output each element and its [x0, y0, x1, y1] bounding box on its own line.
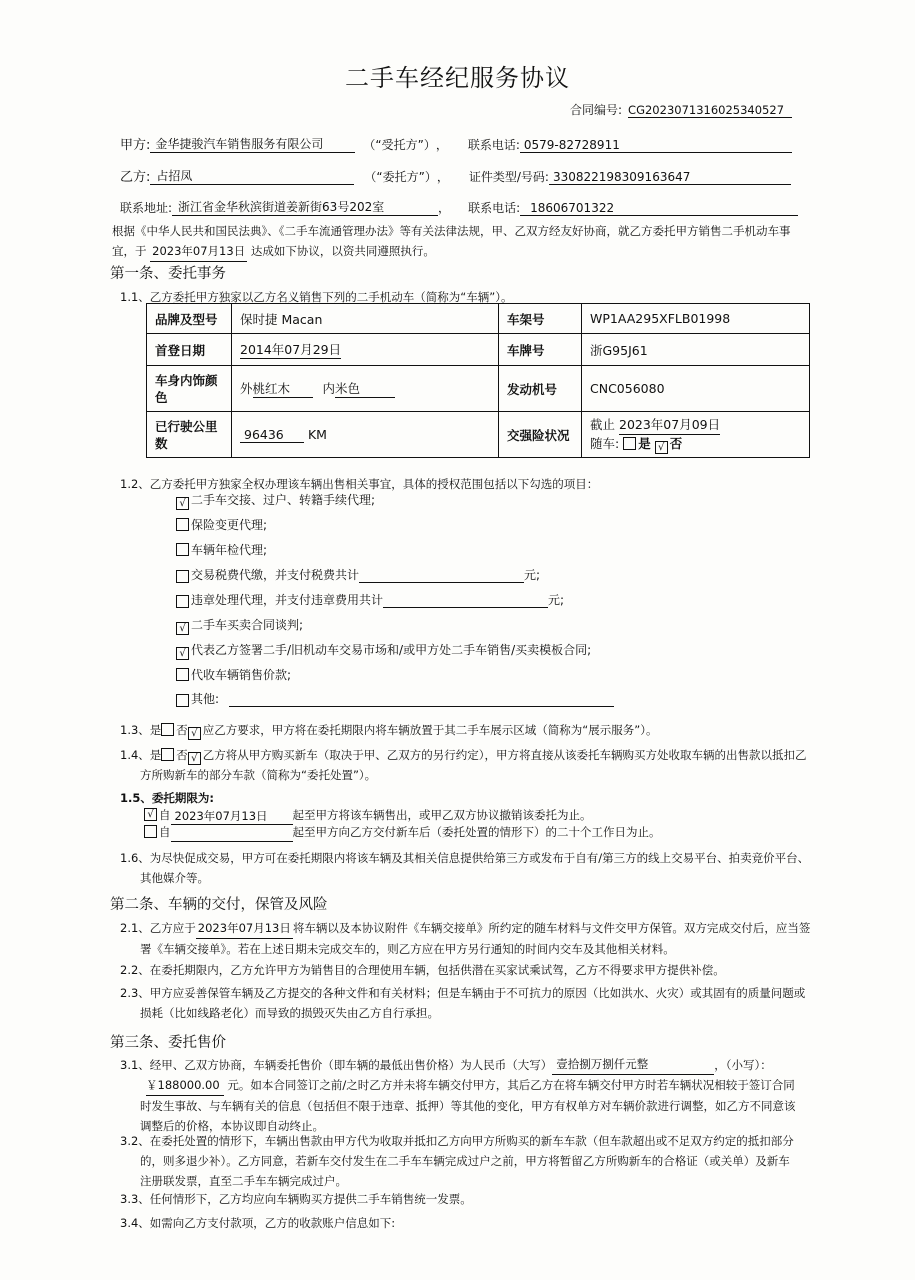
- option-0-text: 二手车交接、过户、转籍手续代理;: [191, 493, 376, 507]
- party-b-label: 乙方:: [120, 170, 151, 185]
- clause-1-5-opt2: [144, 822, 661, 842]
- clause-3-3: 3.3、任何情形下，乙方均应向车辆购买方提供二手车销售统一发票。: [120, 1192, 472, 1206]
- party-a-phone-label: 联系电话:: [467, 138, 520, 152]
- option-1-checkbox[interactable]: [176, 518, 189, 531]
- clause-2-1-c: 署《车辆交接单》。若在上述日期未完成交车的，则乙方应在甲方另行通知的时间内交车及其他相关材料。: [140, 942, 675, 956]
- km-label: 已行驶公里数: [147, 412, 232, 458]
- option-3-amount-field[interactable]: [359, 570, 524, 583]
- plate-label: 车牌号: [499, 334, 582, 366]
- reg-date-cell: [232, 334, 499, 366]
- term-opt2-text: 起至甲方向乙方交付新车后（委托处置的情形下）的二十个工作日为止。: [292, 825, 661, 839]
- term-opt1-checkbox[interactable]: √: [144, 808, 157, 821]
- term-opt2-from: 自: [159, 825, 171, 839]
- option-3-checkbox[interactable]: [176, 570, 189, 583]
- table-row: [147, 334, 810, 366]
- table-row: [147, 412, 810, 458]
- option-6: [176, 641, 591, 660]
- option-2: [176, 541, 267, 558]
- address-comma: ，: [438, 201, 451, 215]
- option-3-text: 交易税费代缴，并支付税费共计: [191, 568, 360, 582]
- party-b-name: 占招凤: [150, 167, 354, 185]
- party-b-line: [120, 166, 810, 185]
- option-8-checkbox[interactable]: [176, 694, 189, 707]
- preamble: [112, 221, 812, 262]
- clause-3-1-d: 时发生事故、与车辆有关的信息（包括但不限于违章、抵押）等其他的变化，甲方有权单方对车辆价款进行调整，如乙方不同意该: [140, 1099, 796, 1113]
- km-unit: KM: [307, 426, 327, 442]
- reg-date-value: 2014年07月29日: [240, 342, 342, 357]
- party-a-label: 甲方:: [120, 138, 151, 153]
- party-a-phone: 0579-82728911: [520, 138, 792, 153]
- party-a-name: 金华捷骏汽车销售服务有限公司: [150, 135, 355, 153]
- clause-1-2: 1.2、乙方委托甲方独家全权办理该车辆出售相关事宜，具体的授权范围包括以下勾选的项目：: [120, 477, 599, 491]
- clause-3-4: 3.4、如需向乙方支付款项，乙方的收款账户信息如下:: [120, 1216, 396, 1230]
- clause-2-3-line1: 2.3、甲方应妥善保管车辆及乙方提交的各种文件和有关材料；但是车辆由于不可抗力的原因（比如洪水、火灾）或其固有的质量问题或: [120, 986, 806, 1000]
- address-phone-label: 联系电话:: [468, 201, 521, 215]
- option-0-checkbox[interactable]: √: [176, 497, 189, 510]
- clause-3-2-line2: 的，则多退少补）。乙方同意，若新车交付发生在二手车车辆完成过户之前，甲方将暂留乙方所购新车的合格证（或关单）及新车: [140, 1154, 790, 1168]
- vin-label: 车架号: [499, 304, 582, 334]
- clause-3-1: [120, 1054, 820, 1136]
- clause-1-3-no: 否: [176, 723, 188, 737]
- document-title: 二手车经纪服务协议: [345, 64, 570, 92]
- engine-value: CNC056080: [582, 366, 810, 412]
- color-label: 车身内饰颜色: [147, 366, 232, 412]
- option-0: [176, 491, 375, 510]
- option-5-checkbox[interactable]: √: [176, 622, 189, 635]
- option-4-suffix: 元;: [548, 593, 565, 607]
- term-start-date: 2023年07月13日: [171, 808, 293, 825]
- option-3-suffix: 元;: [524, 568, 541, 582]
- article-3-heading: 第三条、委托售价: [110, 1035, 226, 1051]
- option-2-checkbox[interactable]: [176, 543, 189, 556]
- vin-value: WP1AA295XFLB01998: [582, 304, 810, 334]
- option-4: [176, 591, 564, 608]
- clause-1-5-label: 1.5、委托期限为:: [120, 791, 214, 805]
- table-row: [147, 366, 810, 412]
- clause-1-4-no: 否: [176, 748, 188, 762]
- term-opt1-from: 自: [159, 808, 171, 822]
- clause-1-6-line2: 其他媒介等。: [140, 871, 209, 885]
- option-4-text: 违章处理代理，并支付违章费用共计: [191, 593, 384, 607]
- clause-3-1-e: 调整后的价格，本协议即自动终止。: [140, 1119, 324, 1133]
- party-b-role: （“委托方”）: [364, 170, 437, 184]
- clause-1-3-yes: 1.3、是: [120, 723, 162, 737]
- article-1-heading: 第一条、委托事务: [110, 266, 226, 282]
- clause-3-1-a: 3.1、经甲、乙双方协商，车辆委托售价（即车辆的最低出售价格）为人民币（大写）: [120, 1058, 553, 1072]
- clause-2-1: [120, 918, 820, 959]
- option-4-checkbox[interactable]: [176, 595, 189, 608]
- ext-color: 桃红木: [253, 379, 313, 398]
- price-upper: 壹拾捌万捌仟元整: [552, 1054, 714, 1075]
- insurance-prefix: 截止: [590, 416, 616, 432]
- option-5: [176, 616, 303, 635]
- option-1-text: 保险变更代理;: [191, 518, 268, 532]
- km-value: 96436: [240, 427, 304, 443]
- clause-2-1-date: 2023年07月13日: [196, 918, 293, 939]
- preamble-line2a: 宜，于: [112, 244, 147, 258]
- clause-1-4-yes: 1.4、是: [120, 748, 162, 762]
- party-a-line: [120, 134, 810, 153]
- party-b-id-label: 证件类型/号码:: [468, 170, 549, 184]
- clause-3-1-b: ，（小写）：: [714, 1058, 772, 1072]
- brand-label: 品牌及型号: [147, 304, 232, 334]
- clause-2-3: [120, 983, 820, 1023]
- brand-value: 保时捷 Macan: [232, 304, 499, 334]
- option-6-checkbox[interactable]: √: [176, 647, 189, 660]
- preamble-line1: 根据《中华人民共和国民法典》、《二手车流通管理办法》等有关法律法规，甲、乙双方经友好协商，就乙方委托甲方销售二手机动车事: [112, 224, 791, 238]
- preamble-line2b: 达成如下协议，以资共同遵照执行。: [250, 244, 435, 258]
- option-6-text: 代表乙方签署二手/旧机动车交易市场和/或甲方处二手车销售/买卖模板合同;: [191, 643, 592, 657]
- option-1: [176, 516, 267, 533]
- term-opt2-date-field[interactable]: [171, 827, 293, 842]
- contract-number-label: 合同编号:: [570, 103, 623, 117]
- follow-yes-checkbox[interactable]: [623, 437, 636, 450]
- party-a-role: （“受托方”）: [363, 138, 436, 152]
- address-label: 联系地址:: [120, 201, 173, 215]
- clause-1-6-line1: 1.6、为尽快促成交易，甲方可在委托期限内将该车辆及其相关信息提供给第三方或发布于自有/第三方的线上交易平台、拍卖竞价平台、: [120, 851, 810, 865]
- clause-1-3: [120, 720, 657, 740]
- option-7-checkbox[interactable]: [176, 668, 189, 681]
- option-5-text: 二手车买卖合同谈判;: [191, 618, 304, 632]
- clause-1-3-no-checkbox[interactable]: √: [188, 727, 201, 740]
- clause-3-1-c: 元。如本合同签订之前/之时乙方并未将车辆交付甲方，其后乙方在将车辆交付甲方时若车辆状况相较于签订合同: [227, 1078, 795, 1092]
- preamble-date: 2023年07月13日: [150, 241, 247, 262]
- clause-1-1: 1.1、乙方委托甲方独家以乙方名义销售下列的二手机动车（简称为“车辆”）。: [120, 290, 513, 304]
- follow-no-checkbox[interactable]: √: [655, 441, 668, 454]
- insurance-label: 交强险状况: [499, 412, 582, 458]
- option-4-amount-field[interactable]: [383, 595, 548, 608]
- insurance-cell: [582, 412, 810, 458]
- clause-1-4-yes-checkbox[interactable]: [161, 748, 174, 761]
- clause-2-1-b: 将车辆以及本协议附件《车辆交接单》所约定的随车材料与文件交甲方保管。双方完成交付后，应当签: [292, 921, 811, 935]
- color-cell: [232, 366, 499, 412]
- option-8-text: 其他:: [191, 692, 220, 706]
- vehicle-table: [146, 303, 810, 458]
- clause-1-4-line2: 方所购新车的部分车款（简称为“委托处置”）。: [140, 768, 377, 782]
- engine-label: 发动机号: [499, 366, 582, 412]
- option-3: [176, 566, 540, 583]
- clause-1-4-no-checkbox[interactable]: √: [188, 752, 201, 765]
- table-row: [147, 304, 810, 334]
- term-opt2-checkbox[interactable]: [144, 825, 157, 838]
- party-b-id: 330822198309163647: [549, 170, 791, 185]
- follow-no-label: 否: [669, 435, 683, 451]
- option-7-text: 代收车辆销售价款;: [191, 668, 292, 682]
- clause-3-2: [120, 1131, 820, 1191]
- clause-3-2-line3: 注册联发票，直至二手车车辆完成过户。: [140, 1174, 347, 1188]
- price-lower: ￥188000.00: [146, 1075, 224, 1096]
- party-a-comma: ，: [435, 138, 448, 152]
- option-8: [176, 690, 614, 707]
- clause-1-3-yes-checkbox[interactable]: [161, 723, 174, 736]
- plate-value: 浙G95J61: [582, 334, 810, 366]
- int-color: 米色: [335, 379, 395, 398]
- clause-1-6: [120, 848, 820, 888]
- clause-2-1-a: 2.1、乙方应于: [120, 921, 196, 935]
- address-line: [120, 198, 810, 216]
- clause-1-4: [120, 745, 815, 785]
- article-2-heading: 第二条、车辆的交付，保管及风险: [110, 897, 328, 913]
- reg-date-label: 首登日期: [147, 334, 232, 366]
- clause-2-2: 2.2、在委托期限内，乙方允许甲方为销售目的合理使用车辆，包括供潜在买家试乘试驾，乙方不得要求甲方提供补偿。: [120, 963, 725, 977]
- clause-2-3-line2: 损耗（比如线路老化）而导致的损毁灭失由乙方自行承担。: [140, 1006, 439, 1020]
- km-cell: [232, 412, 499, 458]
- insurance-date: 2023年07月09日: [619, 416, 720, 435]
- term-opt1-text: 起至甲方将该车辆售出，或甲乙双方协议撤销该委托为止。: [292, 808, 592, 822]
- address-phone: 18606701322: [520, 201, 798, 216]
- option-2-text: 车辆年检代理;: [191, 543, 268, 557]
- contract-number: [570, 101, 792, 118]
- clause-3-2-line1: 3.2、在委托处置的情形下，车辆出售款由甲方代为收取并抵扣乙方向甲方所购买的新车车款（但车款超出或不足双方约定的抵扣部分: [120, 1134, 794, 1148]
- int-prefix: 内: [322, 381, 336, 396]
- clause-1-4-text: 乙方将从甲方购买新车（取决于甲、乙双方的另行约定），甲方将直接从该委托车辆购买方处收取车辆的出售款以抵扣乙: [202, 748, 807, 762]
- option-7: [176, 666, 291, 683]
- follow-label: 随车:: [590, 435, 620, 451]
- follow-yes-label: 是: [638, 435, 651, 451]
- ext-prefix: 外: [240, 381, 253, 396]
- address-value: 浙江省金华秋滨街道姜新街63号202室: [172, 198, 438, 216]
- clause-1-3-text: 应乙方要求，甲方将在委托期限内将车辆放置于其二手车展示区域（简称为“展示服务”）。: [202, 723, 658, 737]
- party-b-comma: ，: [436, 170, 449, 184]
- option-8-other-field[interactable]: [229, 694, 614, 707]
- contract-number-value: CG2023071316025340527: [628, 103, 792, 118]
